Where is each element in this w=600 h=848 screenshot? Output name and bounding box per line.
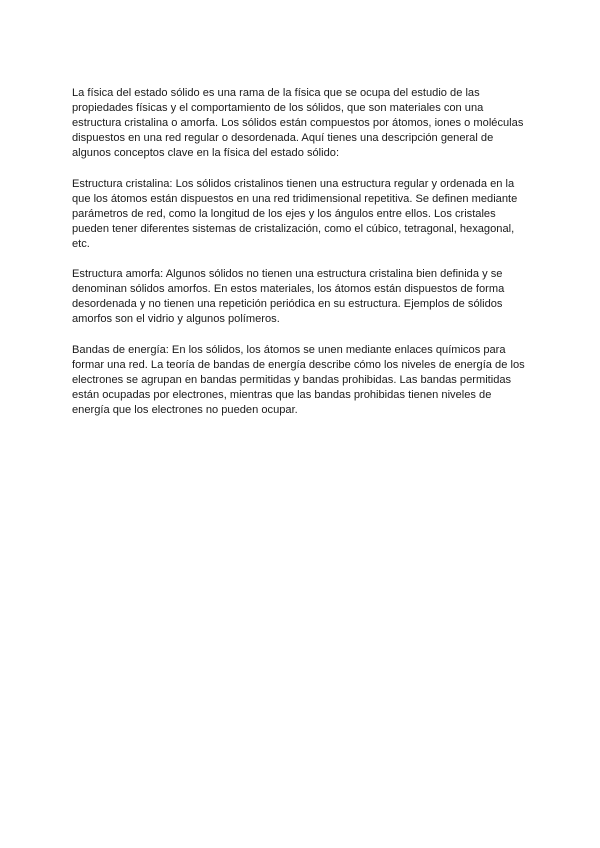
document-body [72,86,532,433]
paragraph-amorphous-structure: Estructura amorfa: Algunos sólidos no tienen una estructura cristalina bien definida y se denominan sólidos amorfos. En estos materiales, los átomos están dispuestos de forma desordenada y no tienen una repetición periódica en su estructura. Ejemplos de sólidos amorfos son el vidrio y algunos polímeros. [72,268,505,326]
paragraph-intro: La física del estado sólido es una rama de la física que se ocupa del estudio de las propiedades físicas y el comportamiento de los sólidos, que son materiales con una estructura cristalina o amorfa. Los sólidos están compuestos por átomos, iones o moléculas dispuestos en una red regular o desordenada. Aquí tienes una descripción general de algunos conceptos clave en la física del estado sólido: [72,87,524,160]
paragraph-crystalline-structure: Estructura cristalina: Los sólidos cristalinos tienen una estructura regular y ordenada en la que los átomos están dispuestos en una red tridimensional repetitiva. Se definen mediante parámetros de red, como la longitud de los ejes y los ángulos entre ellos. Los cristales pueden tener diferentes sistemas de cristalización, como el cúbico, tetragonal, hexagonal, etc. [72,177,518,250]
paragraph-energy-bands: Bandas de energía: En los sólidos, los átomos se unen mediante enlaces químicos para formar una red. La teoría de bandas de energía describe cómo los niveles de energía de los electrones se agrupan en bandas permitidas y bandas prohibidas. Las bandas permitidas están ocupadas por electrones, mientras que las bandas prohibidas tienen niveles de energía que los electrones no pueden ocupar. [72,343,525,416]
